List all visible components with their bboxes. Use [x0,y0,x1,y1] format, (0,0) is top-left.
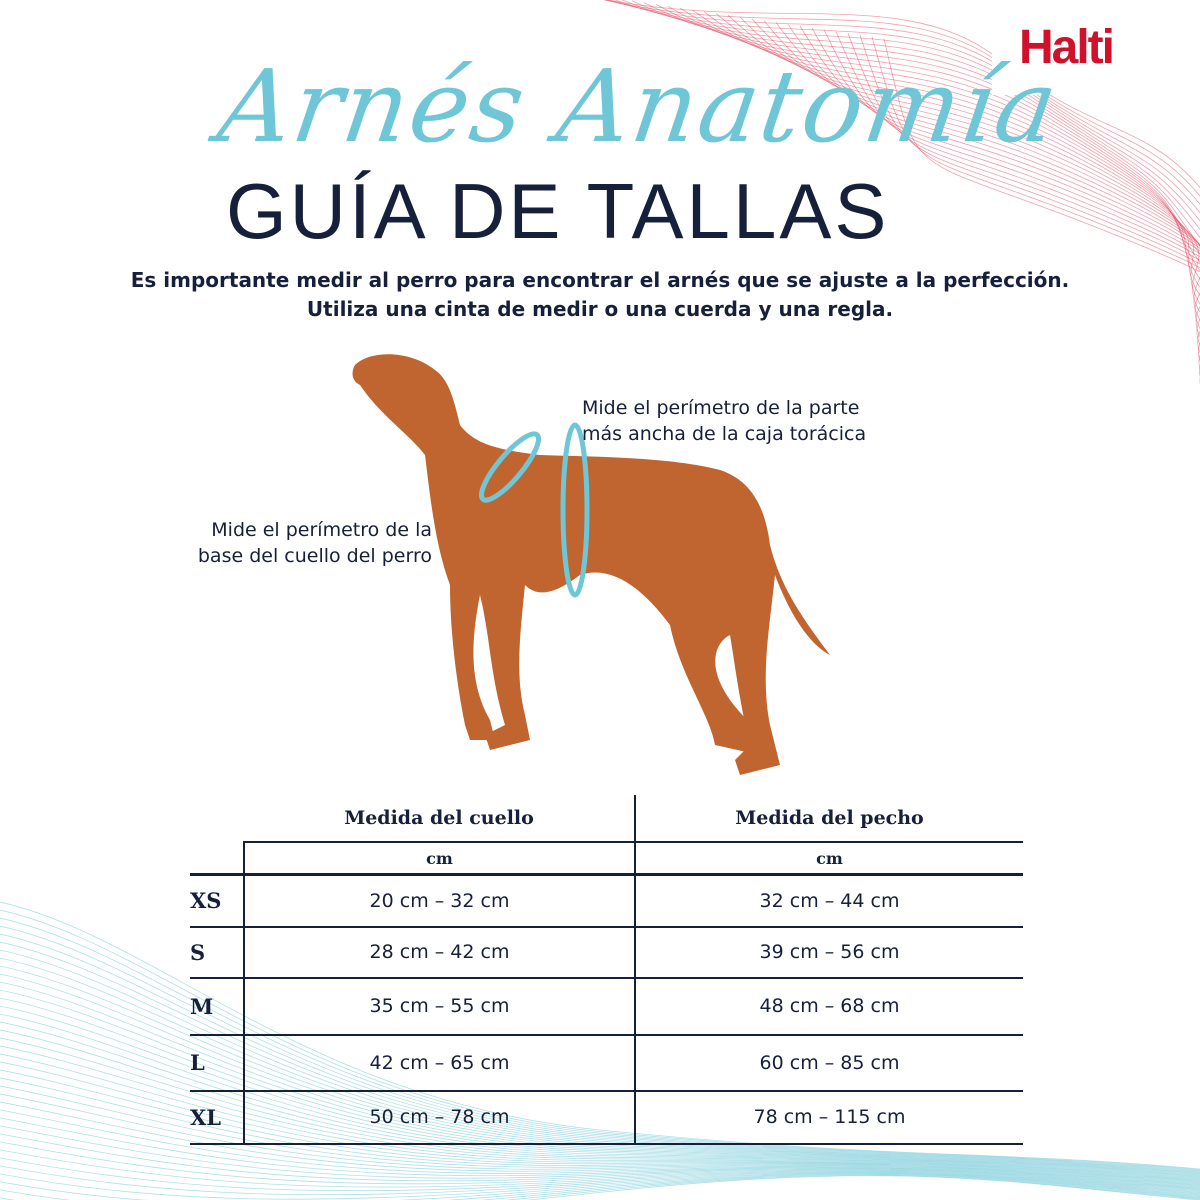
script-title: Arnés Anatomía [211,48,1066,165]
neck-value: 28 cm – 42 cm [244,927,635,978]
page-title: GUÍA DE TALLAS [226,167,890,255]
neck-value: 35 cm – 55 cm [244,978,635,1035]
chest-value: 32 cm – 44 cm [635,875,1023,927]
size-label: XS [190,875,244,927]
neck-value: 42 cm – 65 cm [244,1035,635,1091]
chest-value: 78 cm – 115 cm [635,1091,1023,1144]
table-row [190,978,1023,1035]
chest-unit: cm [635,842,1023,875]
intro-line-1: Es importante medir al perro para encontrar el arnés que se ajuste a la perfección. [130,268,1070,292]
size-label: M [190,978,244,1035]
table-row [190,1035,1023,1091]
table-header-row [190,795,1023,842]
size-label: XL [190,1091,244,1144]
chest-note [582,395,866,447]
chest-value: 39 cm – 56 cm [635,927,1023,978]
table-row [190,875,1023,927]
chest-header: Medida del pecho [635,795,1023,842]
neck-unit: cm [244,842,635,875]
size-label: L [190,1035,244,1091]
intro-line-2: Utiliza una cinta de medir o una cuerda y una regla. [306,297,894,321]
halti-logo: Halti [992,0,1140,95]
neck-header: Medida del cuello [344,807,534,829]
chest-note-line-2: más ancha de la caja torácica [582,423,867,445]
neck-note [170,517,432,569]
intro-text [0,266,1200,324]
table-row [190,1091,1023,1144]
table-row [190,927,1023,978]
size-table [190,795,1023,1145]
table-unit-row [190,842,1023,875]
size-label: S [190,927,244,978]
chest-note-line-1: Mide el perímetro de la parte [582,397,860,419]
chest-value: 60 cm – 85 cm [635,1035,1023,1091]
neck-value: 50 cm – 78 cm [244,1091,635,1144]
chest-value: 48 cm – 68 cm [635,978,1023,1035]
neck-note-line-2: base del cuello del perro [197,545,432,567]
neck-value: 20 cm – 32 cm [244,875,635,927]
neck-note-line-1: Mide el perímetro de la [211,519,432,541]
